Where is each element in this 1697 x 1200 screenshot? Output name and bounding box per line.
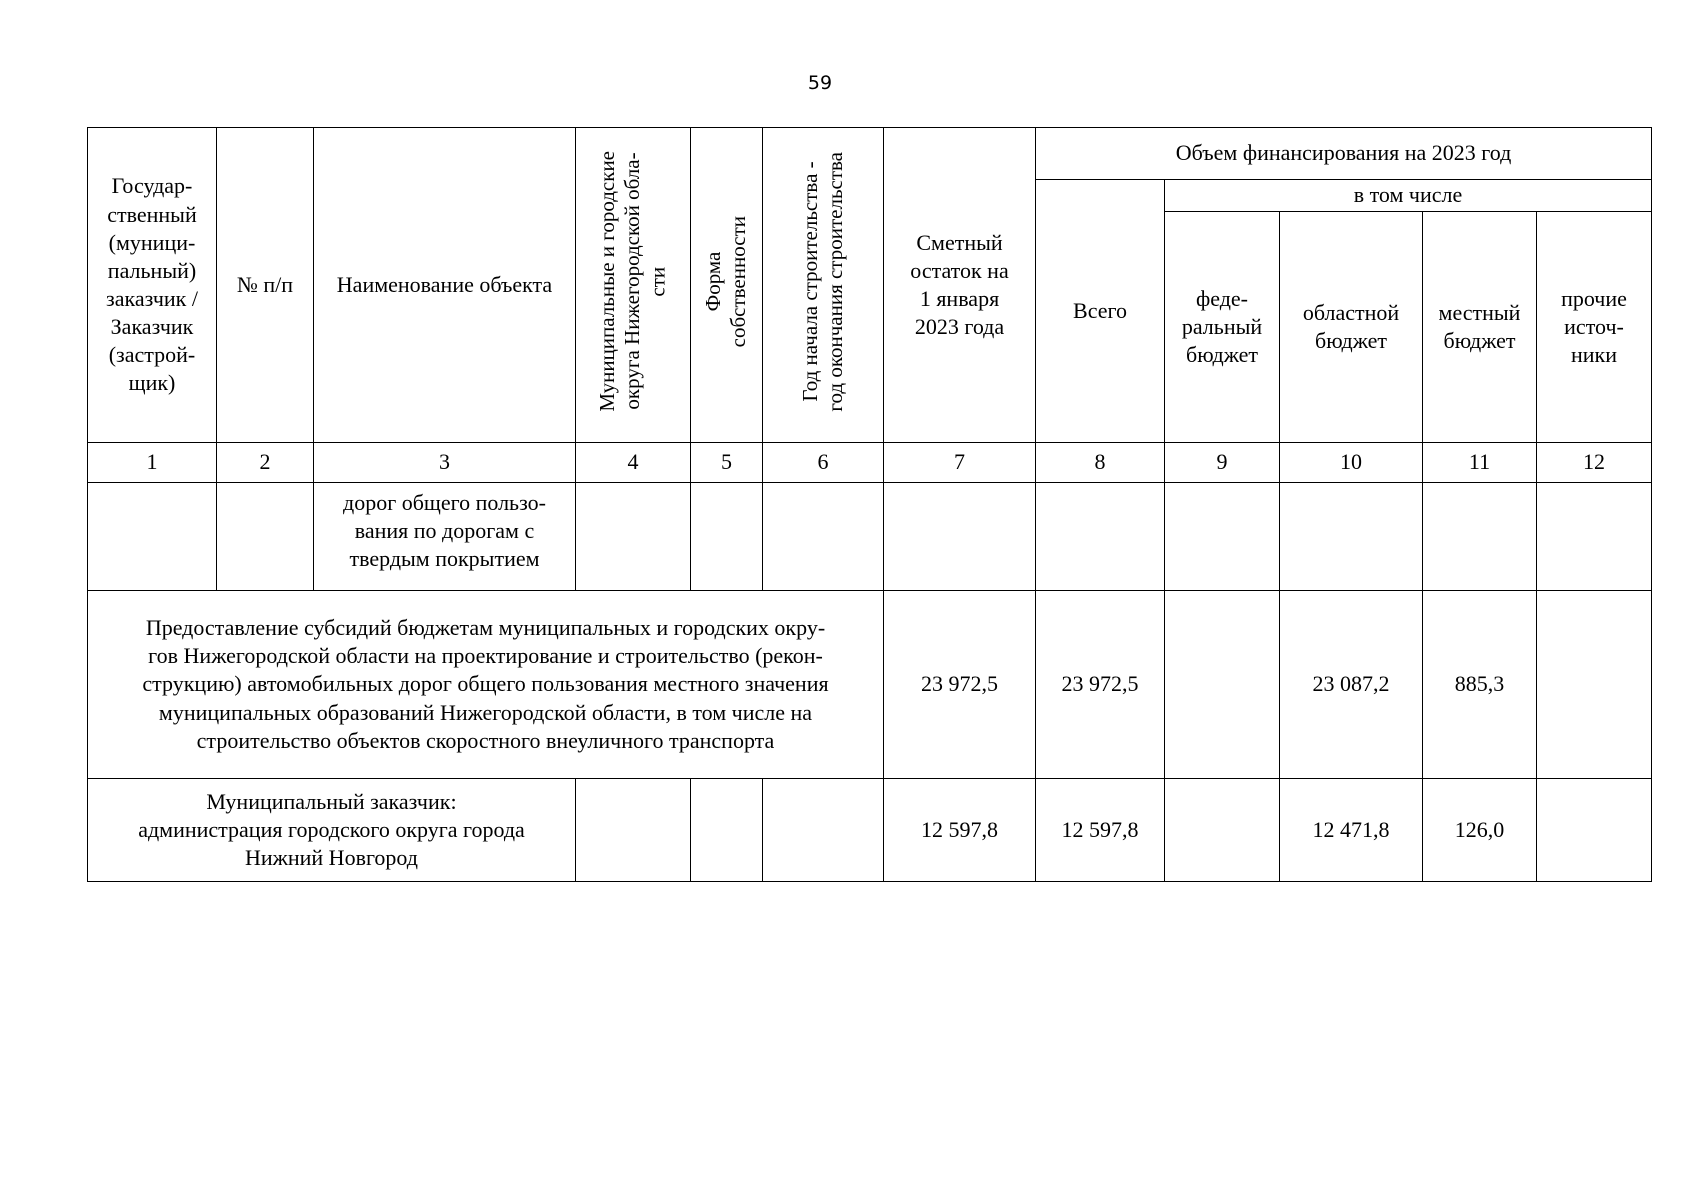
column-number: 2 xyxy=(217,443,314,483)
subsidy-description xyxy=(88,591,884,779)
customer-local: 126,0 xyxy=(1423,779,1537,882)
header-object-name-label: Наименование объекта xyxy=(336,271,553,297)
column-number: 3 xyxy=(314,443,576,483)
column-number: 4 xyxy=(576,443,691,483)
customer-total: 12 597,8 xyxy=(1036,779,1165,882)
header-federal xyxy=(1165,212,1280,443)
customer-federal xyxy=(1165,779,1280,882)
column-number: 10 xyxy=(1280,443,1423,483)
customer-row xyxy=(88,779,1652,882)
cell-empty xyxy=(1537,483,1652,591)
header-object-name xyxy=(314,128,576,443)
header-customer-label: Государ- ственный (муници- пальный) заказчик / Заказчик (застрой- щик) xyxy=(106,173,198,396)
column-number: 8 xyxy=(1036,443,1165,483)
header-number-label: № п/п xyxy=(236,271,294,297)
subsidy-row xyxy=(88,591,1652,779)
header-funding-group-label: Объем финансирования на 2023 год xyxy=(1175,140,1512,166)
page-number: 59 xyxy=(807,72,833,94)
customer-estimate: 12 597,8 xyxy=(884,779,1036,882)
column-number: 6 xyxy=(763,443,884,483)
subsidy-other xyxy=(1537,591,1652,779)
subsidy-description-text: Предоставление субсидий бюджетам муниципальных и городских окру- гов Нижегородской области на проектирование и строительство (рекон- струкцию) автомобильных дорог общего пользования местного значения муниципальных образований Нижегородской области, в том числе на строительство объектов скоростного внеуличного транспорта xyxy=(142,615,829,753)
column-number: 1 xyxy=(88,443,217,483)
column-number: 12 xyxy=(1537,443,1652,483)
header-local-label: местный бюджет xyxy=(1438,299,1521,353)
cell-empty xyxy=(691,779,763,882)
cell-empty xyxy=(1280,483,1423,591)
column-number: 5 xyxy=(691,443,763,483)
financing-table xyxy=(87,127,1652,882)
column-number: 11 xyxy=(1423,443,1537,483)
subsidy-federal xyxy=(1165,591,1280,779)
cell-empty xyxy=(763,483,884,591)
column-number: 7 xyxy=(884,443,1036,483)
subsidy-local: 885,3 xyxy=(1423,591,1537,779)
subsidy-total: 23 972,5 xyxy=(1036,591,1165,779)
column-numbers-row xyxy=(88,443,1652,483)
cell-empty xyxy=(691,483,763,591)
header-customer xyxy=(88,128,217,443)
cell-empty xyxy=(1423,483,1537,591)
cell-empty xyxy=(576,483,691,591)
header-regional xyxy=(1280,212,1423,443)
header-number xyxy=(217,128,314,443)
customer-regional: 12 471,8 xyxy=(1280,779,1423,882)
header-estimate-label: Сметный остаток на 1 января 2023 года xyxy=(910,229,1009,340)
subsidy-regional: 23 087,2 xyxy=(1280,591,1423,779)
cell-empty xyxy=(88,483,217,591)
customer-description xyxy=(88,779,576,882)
header-years xyxy=(763,128,884,443)
customer-description-text: Муниципальный заказчик: администрация городского округа города Нижний Новгород xyxy=(138,788,525,871)
header-funding-group xyxy=(1036,128,1652,180)
header-including-group-label: в том числе xyxy=(1353,182,1463,208)
cell-empty xyxy=(884,483,1036,591)
header-total-label: Всего xyxy=(1073,297,1127,323)
object-name-cell: дорог общего пользо- вания по дорогам с твердым покрытием xyxy=(314,483,576,591)
cell-empty xyxy=(217,483,314,591)
subsidy-estimate: 23 972,5 xyxy=(884,591,1036,779)
cell-empty xyxy=(1165,483,1280,591)
continuation-row xyxy=(88,483,1652,591)
cell-empty xyxy=(576,779,691,882)
header-other-label: прочие источ- ники xyxy=(1561,285,1627,368)
header-total xyxy=(1036,180,1165,443)
header-including-group xyxy=(1165,180,1652,212)
cell-empty xyxy=(763,779,884,882)
header-ownership-label: Форма собственности xyxy=(701,215,751,348)
header-districts-label: Муниципальные и городские округа Нижегородской обла- сти xyxy=(595,151,670,412)
column-number: 9 xyxy=(1165,443,1280,483)
header-federal-label: феде- ральный бюджет xyxy=(1181,285,1263,368)
header-ownership xyxy=(691,128,763,443)
header-row-1 xyxy=(88,128,1652,180)
header-years-label: Год начала строительства - год окончания строительства xyxy=(797,151,847,412)
customer-other xyxy=(1537,779,1652,882)
header-estimate xyxy=(884,128,1036,443)
header-regional-label: областной бюджет xyxy=(1302,299,1400,353)
header-local xyxy=(1423,212,1537,443)
cell-empty xyxy=(1036,483,1165,591)
header-districts xyxy=(576,128,691,443)
header-other xyxy=(1537,212,1652,443)
